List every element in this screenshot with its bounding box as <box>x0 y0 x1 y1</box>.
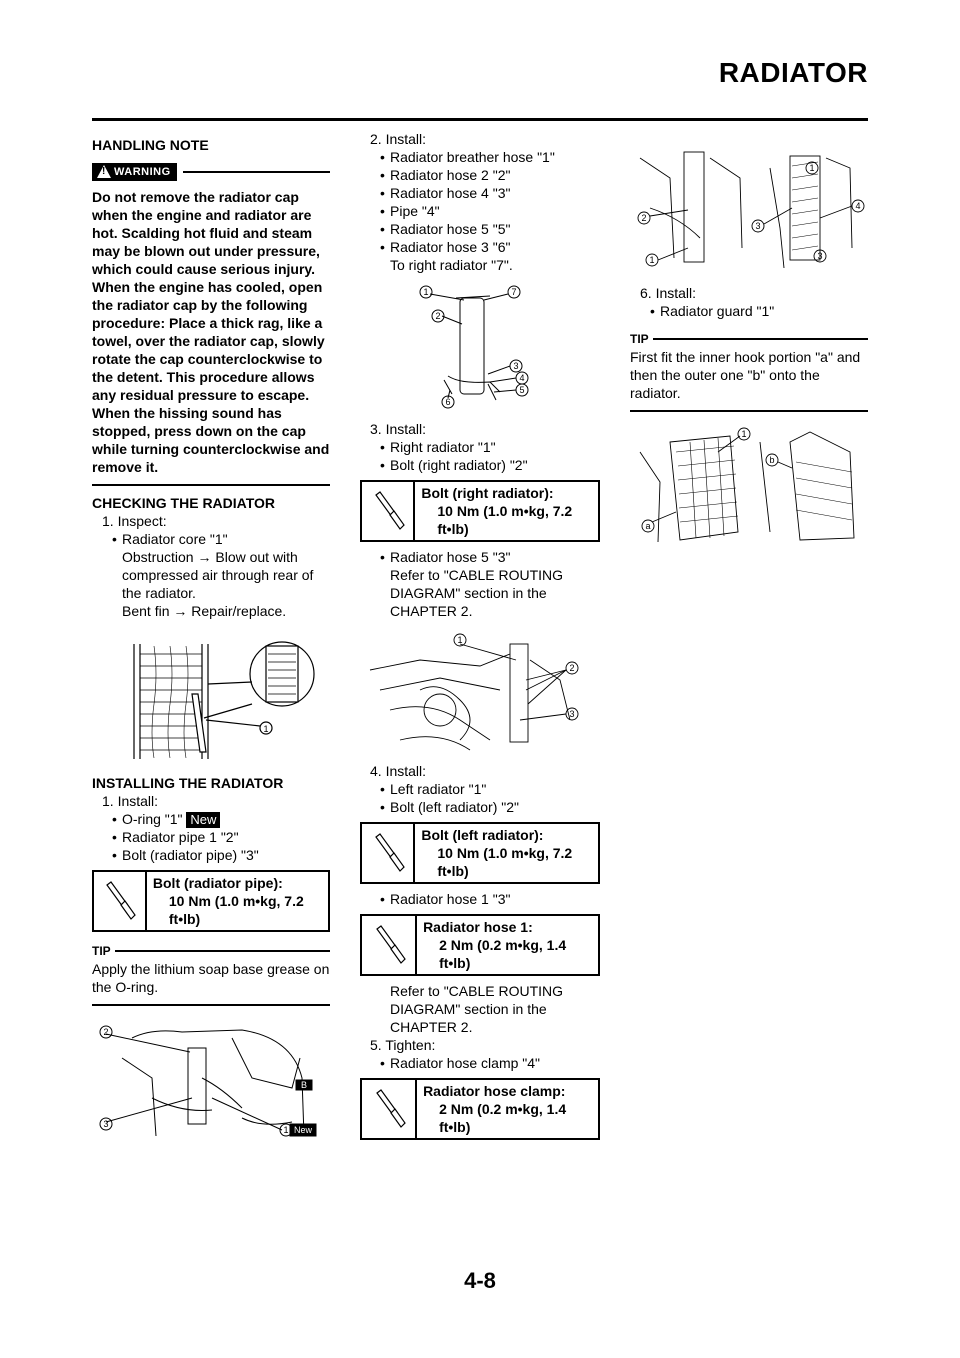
fig3-label-2: 2 <box>435 311 441 321</box>
fig2-label-1: 1 <box>283 1125 289 1136</box>
spec-clamp <box>360 1078 600 1140</box>
tip-header-2: TIP <box>630 330 868 348</box>
step6: 6. Install: <box>640 285 697 301</box>
spec-name: Bolt (radiator pipe): <box>152 875 283 892</box>
page-title: RADIATOR <box>718 57 868 88</box>
obstruction-text: Obstruction → Blow out with compressed air through rear of the radiator. <box>122 549 314 601</box>
tip-text: Apply the lithium soap base grease on the O-ring. <box>92 961 330 996</box>
fig5-label-3: 3 <box>755 221 761 231</box>
torque-wrench-icon <box>362 482 415 540</box>
spec-bolt-right <box>360 480 600 542</box>
spec-name: Bolt (left radiator): <box>421 827 544 843</box>
tip-text-2: First fit the inner hook portion "a" and then the outer one "b" onto the radiator. <box>630 349 861 401</box>
warning-header <box>92 162 330 182</box>
step4: 4. Install: <box>370 763 427 779</box>
spec-bolt-pipe <box>92 870 330 932</box>
item2-0: • Radiator breather hose "1" <box>360 148 600 166</box>
fig6-label-a: a <box>645 521 651 531</box>
item2-5: • Radiator hose 3 "6" <box>360 238 600 256</box>
item-bolt-pipe: • Bolt (radiator pipe) "3" <box>92 846 330 864</box>
item-radiator-core: • Radiator core "1" <box>92 530 330 548</box>
spec-name: Bolt (right radiator): <box>421 485 554 501</box>
fig3-label-7: 7 <box>511 287 517 297</box>
bent-fin-text: Bent fin → Repair/replace. <box>122 603 287 619</box>
item-guard: • Radiator guard "1" <box>630 302 868 320</box>
fig1-label: 1 <box>263 724 269 734</box>
left-radiator-figure <box>630 138 868 274</box>
step-inspect: 1. Inspect: <box>102 513 167 529</box>
item-left-radiator: • Left radiator "1" <box>360 780 600 798</box>
fig5-label-4: 4 <box>855 201 861 211</box>
spec-value: 2 Nm (0.2 m•kg, 1.4 ft•lb) <box>439 1101 567 1135</box>
spec-name: Radiator hose clamp: <box>423 1083 566 1099</box>
radiator-pipe-figure <box>92 1018 330 1148</box>
install-step1: 1. Install: <box>102 793 159 809</box>
fig5-label-3b: 3 <box>817 251 823 261</box>
fig6-label-1: 1 <box>741 429 747 439</box>
torque-wrench-icon <box>94 872 147 930</box>
item-radiator-pipe: • Radiator pipe 1 "2" <box>92 828 330 846</box>
refer-text-1: Refer to "CABLE ROUTING DIAGRAM" section in the CHAPTER 2. <box>390 567 564 619</box>
spec-name: Radiator hose 1: <box>423 919 533 935</box>
item2-1: • Radiator hose 2 "2" <box>360 166 600 184</box>
fig2-label-3: 3 <box>103 1119 109 1130</box>
warning-label: WARNING <box>114 166 171 178</box>
page-number: 4-8 <box>464 1268 496 1293</box>
step3: 3. Install: <box>370 421 427 437</box>
torque-wrench-icon <box>362 1080 417 1138</box>
refer-text-2: Refer to "CABLE ROUTING DIAGRAM" section in the CHAPTER 2. <box>390 983 564 1035</box>
fig3-label-3: 3 <box>513 361 519 371</box>
column-right <box>630 130 868 546</box>
fig2-new-badge: New <box>293 1125 313 1136</box>
new-badge: New <box>186 812 220 828</box>
item-hose5: • Radiator hose 5 "3" <box>360 548 600 566</box>
installing-heading: INSTALLING THE RADIATOR <box>92 775 284 791</box>
fig6-label-b: b <box>769 455 775 465</box>
radiator-guard-figure <box>630 422 868 546</box>
fig4-label-2: 2 <box>569 663 575 673</box>
warning-badge <box>92 163 177 181</box>
fig3-label-4: 4 <box>519 373 525 383</box>
radiator-core-figure <box>92 634 330 764</box>
step5: 5. Tighten: <box>370 1037 436 1053</box>
torque-wrench-icon <box>362 916 417 974</box>
item-oring: • O-ring "1" New <box>92 810 330 828</box>
right-radiator-figure <box>360 630 600 758</box>
item-clamp: • Radiator hose clamp "4" <box>360 1054 600 1072</box>
item2-4: • Radiator hose 5 "5" <box>360 220 600 238</box>
fig2-label-2: 2 <box>103 1027 109 1038</box>
item-bolt-right: • Bolt (right radiator) "2" <box>360 456 600 474</box>
fig5-label-2: 2 <box>641 213 647 223</box>
step2: 2. Install: <box>370 131 427 147</box>
warning-text: Do not remove the radiator cap when the engine and radiator are hot. Scalding hot fluid and steam may be blown out under pressure, which could cause serious injury. When the engine has cooled, open the radiator cap by the following procedure: Place a thick rag, like a towel, over the radiator cap, slowly rotate the cap counterclockwise to the detent. This procedure allows any residual pressure to escape. When the hissing sound has stopped, press down on the cap while turning counterclockwise and remove it. <box>92 189 330 475</box>
to-right-text: To right radiator "7". <box>390 257 513 273</box>
tip-header: TIP <box>92 942 330 960</box>
hose-routing-figure <box>360 284 600 414</box>
column-left <box>92 130 330 1148</box>
fig4-label-1: 1 <box>457 635 463 645</box>
fig3-label-1: 1 <box>423 287 429 297</box>
item-hose1: • Radiator hose 1 "3" <box>360 890 600 908</box>
torque-wrench-icon <box>362 824 415 882</box>
spec-value: 10 Nm (1.0 m•kg, 7.2 ft•lb) <box>168 893 304 928</box>
checking-heading: CHECKING THE RADIATOR <box>92 495 276 511</box>
handling-note-heading: HANDLING NOTE <box>92 137 209 153</box>
spec-value: 2 Nm (0.2 m•kg, 1.4 ft•lb) <box>439 937 567 971</box>
item-right-radiator: • Right radiator "1" <box>360 438 600 456</box>
spec-value: 10 Nm (1.0 m•kg, 7.2 ft•lb) <box>437 503 573 537</box>
column-middle <box>360 130 600 1146</box>
fig2-label-b: B <box>300 1080 308 1091</box>
fig4-label-3: 3 <box>569 709 575 719</box>
item2-3: • Pipe "4" <box>360 202 600 220</box>
item2-2: • Radiator hose 4 "3" <box>360 184 600 202</box>
spec-bolt-left <box>360 822 600 884</box>
fig3-label-6: 6 <box>445 397 451 407</box>
warning-triangle-icon <box>97 165 111 178</box>
spec-hose1 <box>360 914 600 976</box>
spec-value: 10 Nm (1.0 m•kg, 7.2 ft•lb) <box>437 845 573 879</box>
fig5-label-1: 1 <box>649 255 655 265</box>
header-rule <box>92 118 868 121</box>
fig3-label-5: 5 <box>519 385 525 395</box>
fig5-label-1b: 1 <box>809 163 815 173</box>
item-bolt-left: • Bolt (left radiator) "2" <box>360 798 600 816</box>
